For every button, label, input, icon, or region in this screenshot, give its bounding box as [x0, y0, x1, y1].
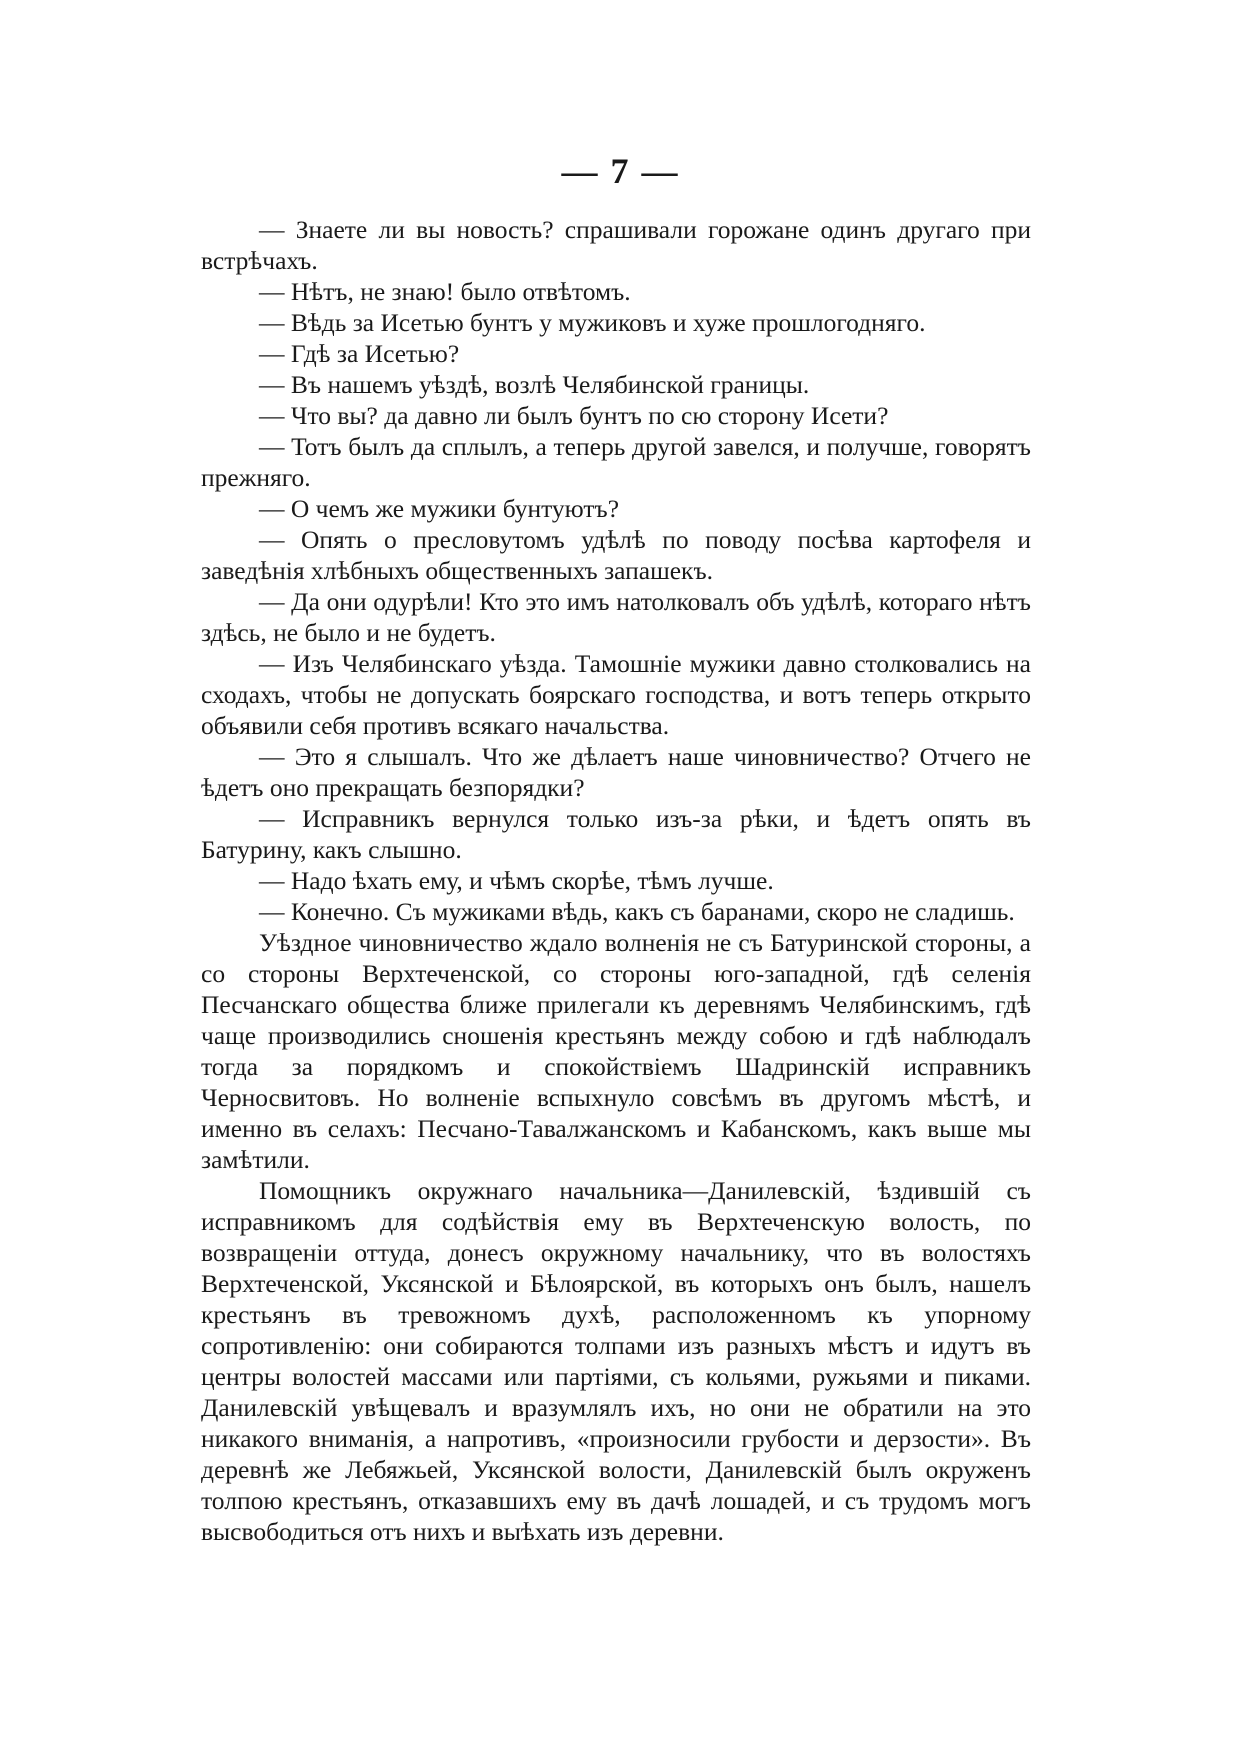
dialogue-line: — Надо ѣхать ему, и чѣмъ скорѣе, тѣмъ лучше.: [259, 866, 774, 895]
narrative-paragraph: Помощникъ окружнаго начальника—Данилевскій, ѣздившій съ исправникомъ для содѣйствія ему въ Верхтеченскую волость, по возвращеніи оттуда, донесъ окружному начальнику, что въ волостяхъ Верхтеченской, Уксянской и Бѣлоярской, въ которыхъ онъ былъ, нашелъ крестьянъ въ тревожномъ духѣ, расположенномъ къ упорному сопротивленію: они собираются толпами изъ разныхъ мѣстъ и идутъ въ центры волостей массами или партіями, съ кольями, ружьями и пиками. Данилевскій увѣщевалъ и вразумлялъ ихъ, но они не обратили на это никакого вниманія, а напротивъ, «произносили грубости и дерзости». Въ деревнѣ же Лебяжьей, Уксянской волости, Данилевскій былъ окруженъ толпою крестьянъ, отказавшихъ ему въ дачѣ лошадей, и съ трудомъ могъ высвободиться отъ нихъ и выѣхать изъ деревни.: [201, 1176, 1031, 1546]
dialogue-line: — О чемъ же мужики бунтуютъ?: [259, 494, 620, 523]
dialogue-line: — Да они одурѣли! Кто это имъ натолковалъ объ удѣлѣ, котораго нѣтъ здѣсь, не было и не будетъ.: [201, 587, 1031, 647]
page-number: — 7 —: [561, 151, 680, 191]
dialogue-line: — Это я слышалъ. Что же дѣлаетъ наше чиновничество? Отчего не ѣдетъ оно прекращать безпорядки?: [201, 742, 1031, 802]
dialogue-line: — Что вы? да давно ли былъ бунтъ по сю сторону Исети?: [259, 401, 889, 430]
narrative-paragraph: Уѣздное чиновничество ждало волненія не съ Батуринской стороны, а со стороны Верхтеченской, со стороны юго-западной, гдѣ селенія Песчанскаго общества ближе прилегали къ деревнямъ Челябинскимъ, гдѣ чаще производились сношенія крестьянъ между собою и гдѣ наблюдалъ тогда за порядкомъ и спокойствіемъ Шадринскій исправникъ Черносвитовъ. Но волненіе вспыхнуло совсѣмъ въ другомъ мѣстѣ, и именно въ селахъ: Песчано-Тавалжанскомъ и Кабанскомъ, какъ выше мы замѣтили.: [201, 928, 1031, 1174]
dialogue-line: — Конечно. Съ мужиками вѣдь, какъ съ баранами, скоро не сладишь.: [259, 897, 1015, 926]
dialogue-line: — Знаете ли вы новость? спрашивали горожане одинъ другаго при встрѣчахъ.: [201, 215, 1031, 275]
dialogue-line: — Нѣтъ, не знаю! было отвѣтомъ.: [259, 277, 631, 306]
dialogue-line: — Тотъ былъ да сплылъ, а теперь другой завелся, и получше, говорятъ прежняго.: [201, 432, 1031, 492]
dialogue-line: — Изъ Челябинскаго уѣзда. Тамошніе мужики давно столковались на сходахъ, чтобы не допускать боярскаго господства, и вотъ теперь открыто объявили себя противъ всякаго начальства.: [201, 649, 1031, 740]
page-body: [201, 214, 1031, 1547]
dialogue-line: — Опять о пресловутомъ удѣлѣ по поводу посѣва картофеля и заведѣнія хлѣбныхъ общественныхъ запашекъ.: [201, 525, 1031, 585]
dialogue-line: — Исправникъ вернулся только изъ-за рѣки, и ѣдетъ опять въ Батурину, какъ слышно.: [201, 804, 1031, 864]
dialogue-line: — Гдѣ за Исетью?: [259, 339, 460, 368]
dialogue-line: — Въ нашемъ уѣздѣ, возлѣ Челябинской границы.: [259, 370, 810, 399]
dialogue-line: — Вѣдь за Исетью бунтъ у мужиковъ и хуже прошлогодняго.: [259, 308, 926, 337]
